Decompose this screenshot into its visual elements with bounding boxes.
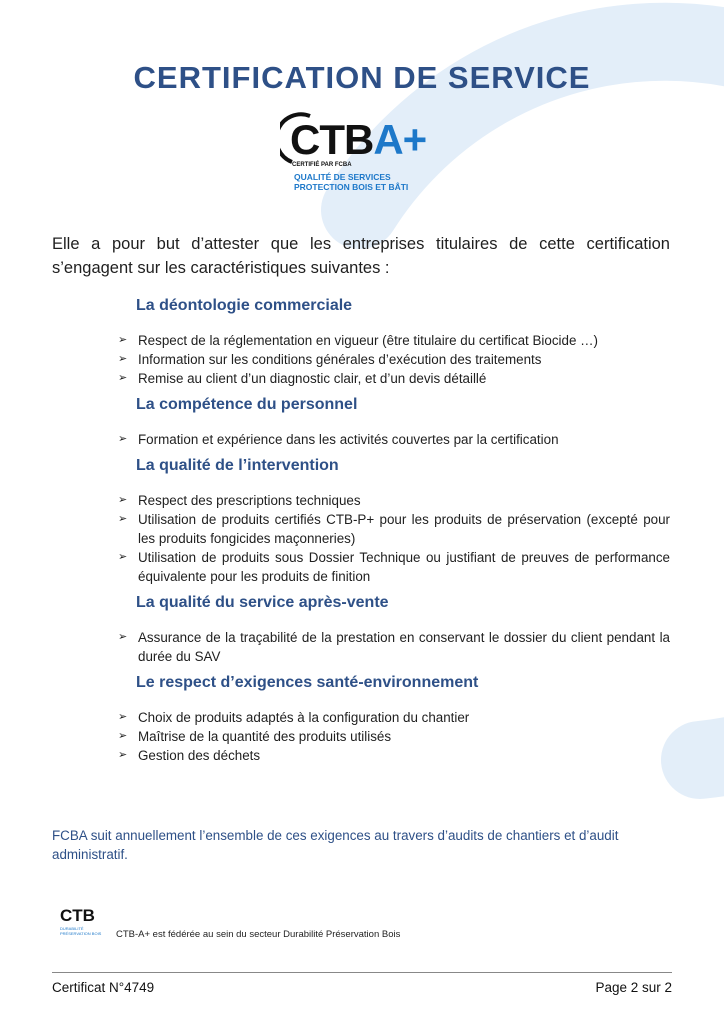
section-personnel <box>118 394 670 449</box>
list-item: ➢ Gestion des déchets <box>118 748 261 763</box>
list-item: ➢ Respect des prescriptions techniques <box>118 493 361 508</box>
list-item: ➢ Assurance de la traçabilité de la prestation en conservant le dossier du client pendant la durée du SAV <box>118 630 670 664</box>
section-items <box>118 491 670 586</box>
section-heading: La qualité du service après-vente <box>136 594 389 611</box>
closing-paragraph: FCBA suit annuellement l’ensemble de ces exigences au travers d’audits de chantiers et d’audit administratif. <box>52 828 619 862</box>
list-item: ➢ Formation et expérience dans les activités couvertes par la certification <box>118 432 559 447</box>
logo-wordmark <box>290 116 426 164</box>
footer-logo-word: CTB <box>60 906 95 925</box>
list-item: ➢ Respect de la réglementation en vigueur (être titulaire du certificat Biocide …) <box>118 333 598 348</box>
page-title: CERTIFICATION DE SERVICE <box>133 60 591 95</box>
section-items <box>118 331 670 388</box>
arrow-bullet-icon: ➢ <box>118 433 128 445</box>
commitments-list <box>118 295 670 765</box>
arrow-bullet-icon: ➢ <box>118 631 128 643</box>
section-deontology <box>118 295 670 388</box>
arrow-bullet-icon: ➢ <box>118 372 128 384</box>
section-intervention <box>118 455 670 586</box>
section-after-sales <box>118 592 670 666</box>
footer-logo-sub-2: PRÉSERVATION BOIS <box>60 931 102 936</box>
certificate-number: Certificat N°4749 <box>52 980 155 995</box>
section-items <box>118 430 670 449</box>
list-item: ➢ Utilisation de produits certifiés CTB-P+ pour les produits de préservation (excepté pour les produits fongicides maçonneries) <box>118 512 670 546</box>
logo-tagline-line-2: PROTECTION BOIS ET BÂTI <box>294 182 409 192</box>
arrow-bullet-icon: ➢ <box>118 494 128 506</box>
arrow-bullet-icon: ➢ <box>118 334 128 346</box>
section-heading: La qualité de l’intervention <box>136 457 339 474</box>
section-heading: Le respect d’exigences santé-environnement <box>136 674 479 691</box>
arrow-bullet-icon: ➢ <box>118 353 128 365</box>
ctb-footer-logo <box>60 906 120 942</box>
arrow-bullet-icon: ➢ <box>118 513 128 525</box>
federation-note: CTB-A+ est fédérée au sein du secteur Durabilité Préservation Bois <box>116 929 401 940</box>
list-item: ➢ Maîtrise de la quantité des produits utilisés <box>118 729 392 744</box>
list-item: ➢ Information sur les conditions générales d’exécution des traitements <box>118 352 542 367</box>
arrow-bullet-icon: ➢ <box>118 551 128 563</box>
arrow-bullet-icon: ➢ <box>118 730 128 742</box>
section-health-environment <box>118 672 670 765</box>
section-items <box>118 628 670 666</box>
page-number: Page 2 sur 2 <box>595 980 672 995</box>
logo-certified-text: CERTIFIÉ PAR FCBA <box>292 162 352 168</box>
ctb-a-plus-logo <box>280 110 450 205</box>
list-item: ➢ Remise au client d’un diagnostic clair, et d’un devis détaillé <box>118 371 487 386</box>
logo-word: CTB <box>290 116 374 163</box>
footer-divider <box>52 972 672 973</box>
section-items <box>118 708 670 765</box>
arrow-bullet-icon: ➢ <box>118 711 128 723</box>
footer-logo-sub-1: DURABILITÉ <box>60 926 84 931</box>
arrow-bullet-icon: ➢ <box>118 749 128 761</box>
intro-paragraph: Elle a pour but d’attester que les entreprises titulaires de cette certification s’engagent sur les caractéristiques suivantes : <box>52 235 670 277</box>
section-heading: La compétence du personnel <box>136 396 358 413</box>
logo-tagline <box>294 172 408 192</box>
logo-tagline-line-1: QUALITÉ DE SERVICES <box>294 172 391 182</box>
section-heading: La déontologie commerciale <box>136 297 353 314</box>
logo-plus: A+ <box>373 116 427 163</box>
list-item: ➢ Utilisation de produits sous Dossier Technique ou justifiant de preuves de performance équivalente pour les produits de finition <box>118 550 670 584</box>
list-item: ➢ Choix de produits adaptés à la configuration du chantier <box>118 710 470 725</box>
